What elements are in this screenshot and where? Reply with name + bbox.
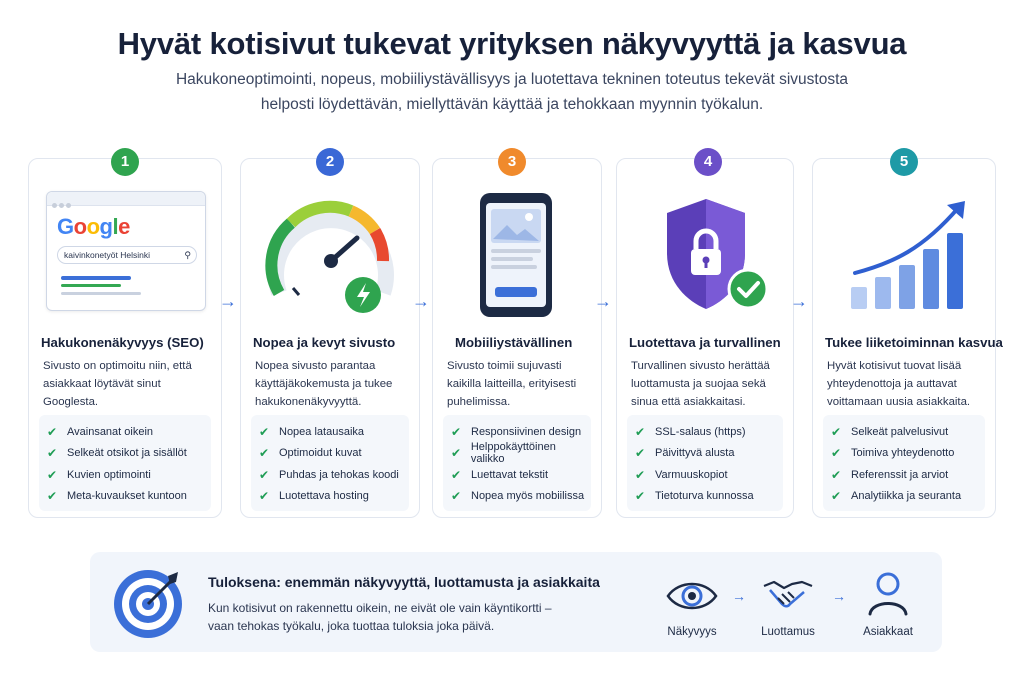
check-icon: ✔ (831, 489, 842, 504)
checklist (823, 415, 985, 511)
google-logo: Google (57, 214, 130, 239)
check-icon: ✔ (47, 467, 58, 482)
list-item: ✔ Luettavat tekstit (451, 467, 549, 482)
arrow-right-icon: → (412, 291, 430, 311)
subtitle-line-1: Hakukoneoptimointi, nopeus, mobiiliystävällisyys ja luotettava tekninen toteutus tekevät sivustosta (175, 71, 849, 88)
list-item: ✔ Avainsanat oikein (47, 424, 154, 439)
check-icon: ✔ (259, 424, 270, 439)
step-number-3: 3 (498, 148, 526, 176)
person-icon (866, 570, 910, 618)
list-item: ✔ Kuvien optimointi (47, 467, 151, 482)
list-item: ✔ Helppokäyttöinen valikko (451, 441, 556, 466)
step-desc: Sivusto toimii sujuvasti kaikilla laitteilla, erityisesti puhelimissa. (447, 360, 577, 408)
flow-label-visibility: Näkyvyys (667, 626, 717, 638)
step-number-2: 2 (316, 148, 344, 176)
step-title: Nopea ja kevyt sivusto (253, 335, 396, 350)
list-item: ✔ Meta-kuvaukset kuntoon (47, 489, 187, 504)
list-item: ✔ Nopea latausaika (259, 424, 365, 439)
step-title: Hakukonenäkyvyys (SEO) (41, 335, 204, 350)
step-card-speed (240, 158, 420, 518)
check-icon: ✔ (831, 424, 842, 439)
list-item: ✔ Luotettava hosting (259, 489, 369, 504)
step-desc: Turvallinen sivusto herättää luottamusta ja suojaa sekä sinua että asiakkaitasi. (631, 360, 770, 408)
check-icon: ✔ (635, 467, 646, 482)
check-icon: ✔ (47, 489, 58, 504)
eye-icon (665, 578, 719, 614)
step-title: Luotettava ja turvallinen (629, 335, 781, 350)
shield-lock-icon (617, 183, 793, 323)
check-icon: ✔ (635, 446, 646, 461)
step-number-4: 4 (694, 148, 722, 176)
list-item: ✔ Varmuuskopiot (635, 467, 728, 482)
check-icon: ✔ (635, 489, 646, 504)
step-card-mobile (432, 158, 602, 518)
check-icon: ✔ (451, 446, 462, 461)
check-icon: ✔ (831, 467, 842, 482)
subtitle-line-2: helposti löydettävän, miellyttävän käyttää ja tehokkaan myynnin työkalun. (260, 96, 764, 113)
step-desc: Nopea sivusto parantaa käyttäjäkokemusta ja tukee hakukonenäkyvyyttä. (255, 360, 393, 408)
flow-label-trust: Luottamus (761, 626, 815, 638)
list-item: ✔ Referenssit ja arviot (831, 467, 949, 482)
step-card-seo (28, 158, 222, 518)
step-number-5: 5 (890, 148, 918, 176)
check-icon: ✔ (259, 467, 270, 482)
arrow-right-icon: → (790, 291, 808, 311)
check-icon: ✔ (451, 424, 462, 439)
list-item: ✔ SSL-salaus (https) (635, 424, 746, 439)
result-panel (90, 552, 942, 652)
result-desc: Kun kotisivut on rakennettu oikein, ne eivät ole vain käyntikortti – vaan tehokas työkalu, joka tuottaa tuloksia joka päivä. (208, 601, 552, 633)
step-title: Mobiiliystävällinen (455, 335, 573, 350)
list-item: ✔ Tietoturva kunnossa (635, 489, 754, 504)
checklist (627, 415, 783, 511)
result-title: Tuloksena: enemmän näkyvyyttä, luottamusta ja asiakkaita (208, 574, 600, 590)
check-icon: ✔ (259, 446, 270, 461)
check-icon: ✔ (259, 489, 270, 504)
list-item: ✔ Päivittyvä alusta (635, 446, 735, 461)
search-box (57, 246, 197, 264)
step-title: Tukee liiketoiminnan kasvua (825, 335, 1003, 350)
list-item: ✔ Responsiivinen design (451, 424, 582, 439)
google-search-icon (29, 183, 221, 323)
step-desc: Sivusto on optimoitu niin, että asiakkaat löytävät sinut Googlesta. (43, 360, 192, 408)
list-item: ✔ Analytiikka ja seuranta (831, 489, 962, 504)
step-number-1: 1 (111, 148, 139, 176)
search-icon: ⚲ (184, 250, 191, 260)
checklist (251, 415, 409, 511)
check-icon: ✔ (451, 467, 462, 482)
check-icon: ✔ (831, 446, 842, 461)
search-query: kaivinkonetyöt Helsinki (64, 250, 150, 260)
check-icon: ✔ (47, 424, 58, 439)
list-item: ✔ Puhdas ja tehokas koodi (259, 467, 399, 482)
target-icon (110, 562, 190, 642)
arrow-right-icon: → (219, 291, 237, 311)
growth-chart-icon (813, 183, 995, 323)
checklist (443, 415, 591, 511)
arrow-right-icon: → (594, 291, 612, 311)
check-icon: ✔ (635, 424, 646, 439)
check-icon: ✔ (451, 489, 462, 504)
list-item: ✔ Selkeät palvelusivut (831, 424, 949, 439)
arrow-right-icon: → (832, 588, 846, 604)
list-item: ✔ Toimiva yhteydenotto (831, 446, 955, 461)
check-icon: ✔ (47, 446, 58, 461)
handshake-icon (760, 574, 816, 616)
arrow-right-icon: → (732, 588, 746, 604)
list-item: ✔ Selkeät otsikot ja sisällöt (47, 446, 187, 461)
flow-label-customers: Asiakkaat (863, 626, 913, 638)
speedometer-icon (241, 183, 419, 323)
step-card-security (616, 158, 794, 518)
step-card-growth (812, 158, 1003, 518)
step-desc: Hyvät kotisivut tuovat lisää yhteydenottoja ja auttavat voittamaan uusia asiakkaita. (827, 360, 971, 408)
list-item: ✔ Optimoidut kuvat (259, 446, 362, 461)
checklist (39, 415, 211, 511)
page-title: Hyvät kotisivut tukevat yrityksen näkyvyyttä ja kasvua (117, 26, 907, 61)
smartphone-icon (433, 183, 601, 323)
list-item: ✔ Nopea myös mobiilissa (451, 489, 585, 504)
